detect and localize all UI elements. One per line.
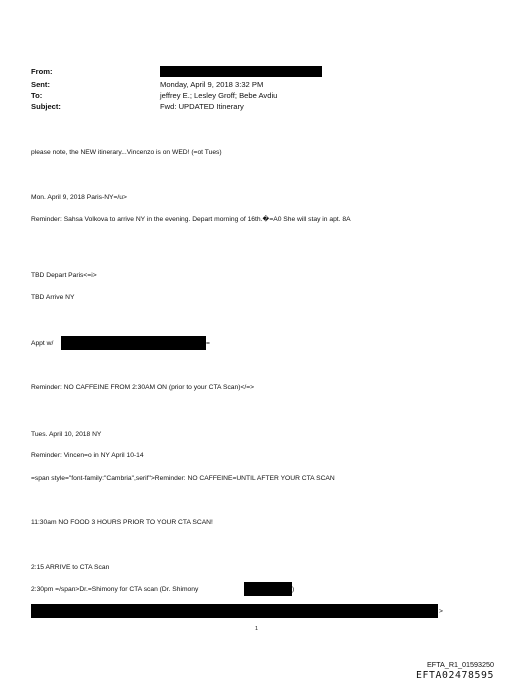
- tues-heading: Tues. April 10, 2018 NY: [31, 431, 102, 438]
- arrive-cta-line: 2:15 ARRIVE to CTA Scan: [31, 564, 110, 571]
- appt-redaction: [61, 336, 206, 350]
- reminder-sahsa: Reminder: Sahsa Volkova to arrive NY in the evening. Depart morning of 16th.�=A0 She will stay in apt. 8A: [31, 216, 351, 223]
- note-line: please note, the NEW itinerary...Vincenzo is on WED! (=ot Tues): [31, 149, 222, 156]
- appt-line: Appt w/: [31, 340, 54, 347]
- shimony-tail: ): [292, 586, 295, 593]
- caffeine-reminder-1: Reminder: NO CAFFEINE FROM 2:30AM ON (prior to your CTA Scan)</=>: [31, 384, 255, 391]
- redaction-tail: >: [439, 608, 443, 615]
- caffeine-reminder-2: =span style="font-family:"Cambria",serif">Reminder: NO CAFFEINE=UNTIL AFTER YOUR CTA SCAN: [31, 475, 335, 482]
- page-number: 1: [255, 626, 259, 632]
- to-label: To:: [31, 91, 43, 100]
- tbd-depart: TBD Depart Paris<=i>: [31, 272, 97, 279]
- to-value: jeffrey E.; Lesley Groff; Bebe Avdiu: [160, 91, 278, 100]
- full-line-redaction: [31, 604, 438, 618]
- tbd-arrive: TBD Arrive NY: [31, 294, 75, 301]
- sent-label: Sent:: [31, 80, 50, 89]
- reminder-vincenzo: Reminder: Vincen=o in NY April 10-14: [31, 452, 144, 459]
- shimony-redaction: [244, 582, 295, 596]
- subject-label: Subject:: [31, 102, 61, 111]
- from-redaction: [160, 66, 322, 77]
- bates-number-large: EFTA02478595: [416, 670, 494, 681]
- sent-value: Monday, April 9, 2018 3:32 PM: [160, 80, 264, 89]
- appt-tail: =: [206, 340, 210, 347]
- mon-heading: Mon. April 9, 2018 Paris-NY=/u>: [31, 194, 127, 201]
- no-food-line: 11:30am NO FOOD 3 HOURS PRIOR TO YOUR CTA SCAN!: [31, 519, 213, 526]
- shimony-line: 2:30pm =/span>Dr.=Shimony for CTA scan (Dr. Shimony: [31, 586, 199, 593]
- bates-number-small: EFTA_R1_01593250: [427, 660, 494, 669]
- from-label: From:: [31, 67, 53, 76]
- subject-value: Fwd: UPDATED Itinerary: [160, 102, 244, 111]
